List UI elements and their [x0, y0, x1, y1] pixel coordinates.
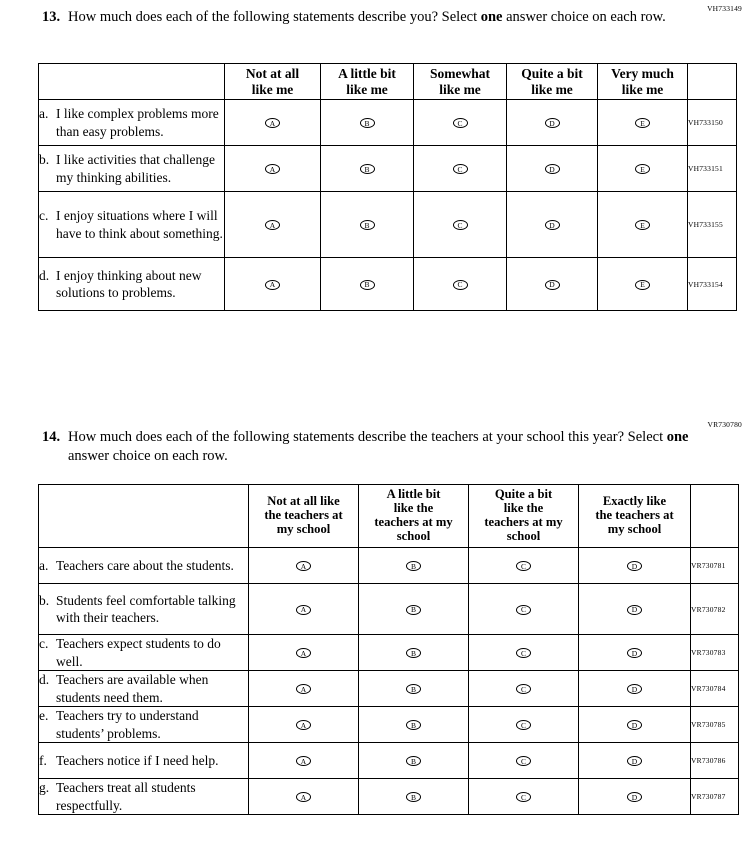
row-code-g: VR730787	[691, 779, 739, 815]
row-letter-c: c.	[39, 208, 49, 224]
radio-bubble[interactable]	[516, 561, 531, 571]
row-code-a: VH733150	[688, 100, 737, 146]
bubble-letter: D	[549, 164, 555, 174]
option-c-4[interactable]	[579, 635, 691, 671]
radio-bubble[interactable]	[516, 684, 531, 694]
row-text-c: Teachers expect students to do well.	[56, 636, 221, 669]
radio-bubble[interactable]	[627, 756, 642, 766]
row-code-e: VR730785	[691, 707, 739, 743]
table-row	[39, 258, 737, 311]
bubble-letter: B	[410, 684, 416, 694]
column-header-1-line0: A little bit	[386, 487, 441, 502]
radio-bubble[interactable]	[406, 756, 421, 766]
radio-bubble[interactable]	[545, 220, 560, 230]
question-14-text-part1: How much does each of the following statements describe the teachers at your school this year? Select	[68, 429, 667, 445]
option-e-2[interactable]	[359, 707, 469, 743]
column-header-1	[321, 64, 414, 100]
question-14-side-code: VR730780	[707, 420, 742, 429]
bubble-letter: D	[549, 280, 555, 290]
header-blank-cell	[39, 485, 249, 548]
bubble-letter: C	[520, 561, 526, 571]
radio-bubble[interactable]	[296, 648, 311, 658]
matrix-header-row	[39, 485, 739, 548]
radio-bubble[interactable]	[453, 164, 468, 174]
row-text-g: Teachers treat all students respectfully.	[56, 780, 196, 813]
radio-bubble[interactable]	[406, 648, 421, 658]
option-c-1[interactable]	[225, 192, 321, 258]
row-text-d: I enjoy thinking about new solutions to problems.	[56, 267, 202, 300]
option-d-2[interactable]	[359, 671, 469, 707]
bubble-letter: B	[364, 118, 370, 128]
column-header-3	[579, 485, 691, 548]
option-b-4[interactable]	[579, 584, 691, 635]
bubble-letter: B	[364, 220, 370, 230]
matrix-header-row	[39, 64, 737, 100]
radio-bubble[interactable]	[360, 164, 375, 174]
row-text-d: Teachers are available when students need them.	[56, 672, 209, 705]
header-code-cell	[688, 64, 737, 100]
question-14-heading	[38, 428, 718, 467]
column-header-1	[359, 485, 469, 548]
option-f-4[interactable]	[579, 743, 691, 779]
row-letter-b: b.	[39, 592, 50, 608]
radio-bubble[interactable]	[296, 605, 311, 615]
row-text-b: I like activities that challenge my thinking abilities.	[56, 152, 215, 185]
question-14-text-bold: one	[666, 429, 689, 445]
table-row	[39, 743, 739, 779]
bubble-letter: C	[457, 118, 463, 128]
row-stem-d	[39, 671, 249, 707]
radio-bubble[interactable]	[296, 792, 311, 802]
table-row	[39, 707, 739, 743]
row-stem-a	[39, 548, 249, 584]
option-e-1[interactable]	[249, 707, 359, 743]
bubble-letter: B	[410, 792, 416, 802]
question-13-text-bold: one	[480, 9, 503, 25]
row-letter-d: d.	[39, 267, 50, 283]
bubble-letter: A	[300, 605, 307, 615]
column-header-0-line2: my school	[276, 521, 331, 536]
radio-bubble[interactable]	[296, 561, 311, 571]
row-code-f: VR730786	[691, 743, 739, 779]
bubble-letter: C	[457, 220, 463, 230]
option-c-4[interactable]	[507, 192, 598, 258]
row-stem-c	[39, 192, 225, 258]
option-f-2[interactable]	[359, 743, 469, 779]
radio-bubble[interactable]	[296, 756, 311, 766]
option-b-1[interactable]	[225, 146, 321, 192]
column-header-3-line0: Exactly like	[602, 494, 667, 509]
row-text-e: Teachers try to understand students’ problems.	[56, 708, 199, 741]
row-letter-f: f.	[39, 752, 47, 768]
option-g-1[interactable]	[249, 779, 359, 815]
bubble-letter: E	[640, 164, 645, 174]
option-a-5[interactable]	[598, 100, 688, 146]
question-13-text-part1: How much does each of the following statements describe you? Select	[68, 9, 481, 25]
question-14-text	[68, 428, 718, 467]
option-b-2[interactable]	[321, 146, 414, 192]
option-g-2[interactable]	[359, 779, 469, 815]
bubble-letter: A	[300, 648, 307, 658]
radio-bubble[interactable]	[296, 720, 311, 730]
bubble-letter: E	[640, 118, 645, 128]
question-14-number: 14.	[42, 429, 61, 445]
bubble-letter: A	[300, 720, 307, 730]
page-top-right-code: VH733149	[707, 4, 742, 13]
radio-bubble[interactable]	[453, 220, 468, 230]
row-stem-c	[39, 635, 249, 671]
option-a-3[interactable]	[469, 548, 579, 584]
column-header-0	[249, 485, 359, 548]
radio-bubble[interactable]	[627, 605, 642, 615]
row-stem-g	[39, 779, 249, 815]
bubble-letter: D	[631, 605, 638, 615]
bubble-letter: D	[631, 756, 638, 766]
table-row	[39, 192, 737, 258]
radio-bubble[interactable]	[516, 648, 531, 658]
bubble-letter: E	[640, 220, 645, 230]
column-header-1-line3: school	[396, 528, 431, 543]
row-text-b: Students feel comfortable talking with their teachers.	[56, 592, 236, 625]
option-d-1[interactable]	[225, 258, 321, 311]
column-header-3-line0: Quite a bit	[521, 66, 583, 82]
bubble-letter: B	[364, 280, 370, 290]
radio-bubble[interactable]	[545, 164, 560, 174]
bubble-letter: B	[410, 720, 416, 730]
option-e-4[interactable]	[579, 707, 691, 743]
option-d-5[interactable]	[598, 258, 688, 311]
header-blank-cell	[39, 64, 225, 100]
bubble-letter: B	[410, 756, 416, 766]
bubble-letter: B	[364, 164, 370, 174]
option-d-2[interactable]	[321, 258, 414, 311]
option-d-4[interactable]	[507, 258, 598, 311]
row-stem-b	[39, 584, 249, 635]
option-c-1[interactable]	[249, 635, 359, 671]
radio-bubble[interactable]	[360, 220, 375, 230]
option-a-3[interactable]	[414, 100, 507, 146]
radio-bubble[interactable]	[627, 792, 642, 802]
radio-bubble[interactable]	[635, 220, 650, 230]
table-row	[39, 671, 739, 707]
column-header-4-line1: like me	[621, 81, 664, 97]
question-13-text	[68, 8, 718, 27]
option-a-2[interactable]	[359, 548, 469, 584]
option-a-1[interactable]	[249, 548, 359, 584]
bubble-letter: C	[520, 792, 526, 802]
row-code-d: VH733154	[688, 258, 737, 311]
option-b-4[interactable]	[507, 146, 598, 192]
table-row	[39, 548, 739, 584]
option-c-3[interactable]	[469, 635, 579, 671]
row-stem-e	[39, 707, 249, 743]
table-row	[39, 146, 737, 192]
table-row	[39, 100, 737, 146]
column-header-2-line1: like the	[503, 501, 544, 516]
bubble-letter: B	[410, 561, 416, 571]
radio-bubble[interactable]	[406, 605, 421, 615]
column-header-2-line2: teachers at my	[484, 515, 563, 529]
radio-bubble[interactable]	[360, 280, 375, 290]
radio-bubble[interactable]	[516, 720, 531, 730]
column-header-3-line1: like me	[531, 81, 573, 97]
option-c-2[interactable]	[321, 192, 414, 258]
radio-bubble[interactable]	[265, 220, 280, 230]
radio-bubble[interactable]	[516, 792, 531, 802]
row-code-a: VR730781	[691, 548, 739, 584]
bubble-letter: A	[269, 164, 276, 174]
bubble-letter: A	[300, 561, 307, 571]
question-13-text-part2: answer choice on each row.	[502, 9, 666, 25]
question-13-heading	[38, 8, 718, 27]
column-header-0	[225, 64, 321, 100]
option-d-3[interactable]	[414, 258, 507, 311]
row-stem-d	[39, 258, 225, 311]
radio-bubble[interactable]	[635, 118, 650, 128]
radio-bubble[interactable]	[406, 720, 421, 730]
option-c-2[interactable]	[359, 635, 469, 671]
radio-bubble[interactable]	[296, 684, 311, 694]
row-code-b: VH733151	[688, 146, 737, 192]
option-g-3[interactable]	[469, 779, 579, 815]
column-header-3-line1: the teachers at	[595, 508, 674, 523]
bubble-letter: D	[549, 220, 555, 230]
question-14-text-part2: answer choice on each row.	[68, 448, 228, 465]
radio-bubble[interactable]	[627, 561, 642, 571]
column-header-3-line2: my school	[607, 521, 662, 536]
question-14-block	[38, 428, 718, 467]
row-text-f: Teachers notice if I need help.	[56, 752, 219, 768]
table-row	[39, 584, 739, 635]
bubble-letter: C	[457, 164, 463, 174]
bubble-letter: D	[631, 561, 638, 571]
radio-bubble[interactable]	[516, 756, 531, 766]
bubble-letter: D	[549, 118, 555, 128]
option-a-1[interactable]	[225, 100, 321, 146]
radio-bubble[interactable]	[635, 280, 650, 290]
option-b-3[interactable]	[414, 146, 507, 192]
option-b-3[interactable]	[469, 584, 579, 635]
column-header-3	[507, 64, 598, 100]
bubble-letter: A	[300, 684, 307, 694]
column-header-0-line0: Not at all like	[267, 494, 340, 509]
bubble-letter: D	[631, 648, 638, 658]
option-b-2[interactable]	[359, 584, 469, 635]
row-text-a: Teachers care about the students.	[56, 557, 234, 573]
table-row	[39, 635, 739, 671]
question-13-block	[38, 8, 718, 27]
bubble-letter: C	[457, 280, 463, 290]
option-e-3[interactable]	[469, 707, 579, 743]
option-f-3[interactable]	[469, 743, 579, 779]
option-d-1[interactable]	[249, 671, 359, 707]
row-letter-e: e.	[39, 708, 49, 724]
radio-bubble[interactable]	[360, 118, 375, 128]
option-d-4[interactable]	[579, 671, 691, 707]
row-letter-a: a.	[39, 557, 49, 573]
radio-bubble[interactable]	[453, 118, 468, 128]
option-a-4[interactable]	[507, 100, 598, 146]
row-text-a: I like complex problems more than easy problems.	[56, 106, 219, 139]
radio-bubble[interactable]	[265, 118, 280, 128]
bubble-letter: C	[520, 684, 526, 694]
bubble-letter: E	[640, 280, 645, 290]
table-row	[39, 779, 739, 815]
row-letter-g: g.	[39, 780, 50, 796]
column-header-2	[414, 64, 507, 100]
bubble-letter: C	[520, 605, 526, 615]
bubble-letter: D	[631, 792, 638, 802]
radio-bubble[interactable]	[627, 648, 642, 658]
column-header-0-line1: like me	[251, 81, 294, 97]
radio-bubble[interactable]	[265, 280, 280, 290]
bubble-letter: A	[300, 792, 307, 802]
column-header-2-line0: Somewhat	[430, 66, 490, 82]
option-a-2[interactable]	[321, 100, 414, 146]
radio-bubble[interactable]	[545, 280, 560, 290]
option-b-1[interactable]	[249, 584, 359, 635]
column-header-4-line0: Very much	[611, 66, 674, 82]
bubble-letter: C	[520, 720, 526, 730]
row-letter-a: a.	[39, 106, 49, 122]
row-code-c: VR730783	[691, 635, 739, 671]
bubble-letter: B	[410, 648, 416, 658]
row-stem-b	[39, 146, 225, 192]
column-header-0-line1: the teachers at	[264, 508, 343, 523]
bubble-letter: C	[520, 756, 526, 766]
bubble-letter: B	[410, 605, 416, 615]
option-c-3[interactable]	[414, 192, 507, 258]
option-b-5[interactable]	[598, 146, 688, 192]
bubble-letter: A	[269, 280, 276, 290]
radio-bubble[interactable]	[627, 684, 642, 694]
column-header-2-line1: like me	[439, 81, 481, 97]
row-code-c: VH733155	[688, 192, 737, 258]
column-header-2	[469, 485, 579, 548]
radio-bubble[interactable]	[516, 605, 531, 615]
bubble-letter: A	[269, 220, 276, 230]
option-a-4[interactable]	[579, 548, 691, 584]
bubble-letter: D	[631, 684, 638, 694]
radio-bubble[interactable]	[406, 684, 421, 694]
option-f-1[interactable]	[249, 743, 359, 779]
row-stem-a	[39, 100, 225, 146]
radio-bubble[interactable]	[406, 561, 421, 571]
radio-bubble[interactable]	[635, 164, 650, 174]
radio-bubble[interactable]	[406, 792, 421, 802]
bubble-letter: C	[520, 648, 526, 658]
bubble-letter: D	[631, 720, 638, 730]
bubble-letter: A	[269, 118, 276, 128]
bubble-letter: A	[300, 756, 307, 766]
row-letter-d: d.	[39, 672, 50, 688]
question-13-number: 13.	[42, 9, 61, 25]
option-c-5[interactable]	[598, 192, 688, 258]
row-stem-f	[39, 743, 249, 779]
radio-bubble[interactable]	[453, 280, 468, 290]
column-header-4	[598, 64, 688, 100]
radio-bubble[interactable]	[627, 720, 642, 730]
row-code-b: VR730782	[691, 584, 739, 635]
column-header-1-line2: teachers at my	[374, 515, 453, 529]
column-header-0-line0: Not at all	[245, 66, 300, 82]
question-13-matrix	[38, 63, 737, 311]
row-letter-b: b.	[39, 152, 50, 168]
column-header-1-line1: like me	[346, 81, 388, 97]
question-14-matrix	[38, 484, 739, 815]
column-header-2-line3: school	[506, 528, 541, 543]
option-g-4[interactable]	[579, 779, 691, 815]
column-header-2-line0: Quite a bit	[494, 487, 553, 502]
row-code-d: VR730784	[691, 671, 739, 707]
radio-bubble[interactable]	[265, 164, 280, 174]
option-d-3[interactable]	[469, 671, 579, 707]
row-text-c: I enjoy situations where I will have to think about something.	[56, 208, 223, 241]
radio-bubble[interactable]	[545, 118, 560, 128]
column-header-1-line1: like the	[393, 501, 434, 516]
header-code-cell	[691, 485, 739, 548]
row-letter-c: c.	[39, 636, 49, 652]
column-header-1-line0: A little bit	[338, 66, 396, 82]
